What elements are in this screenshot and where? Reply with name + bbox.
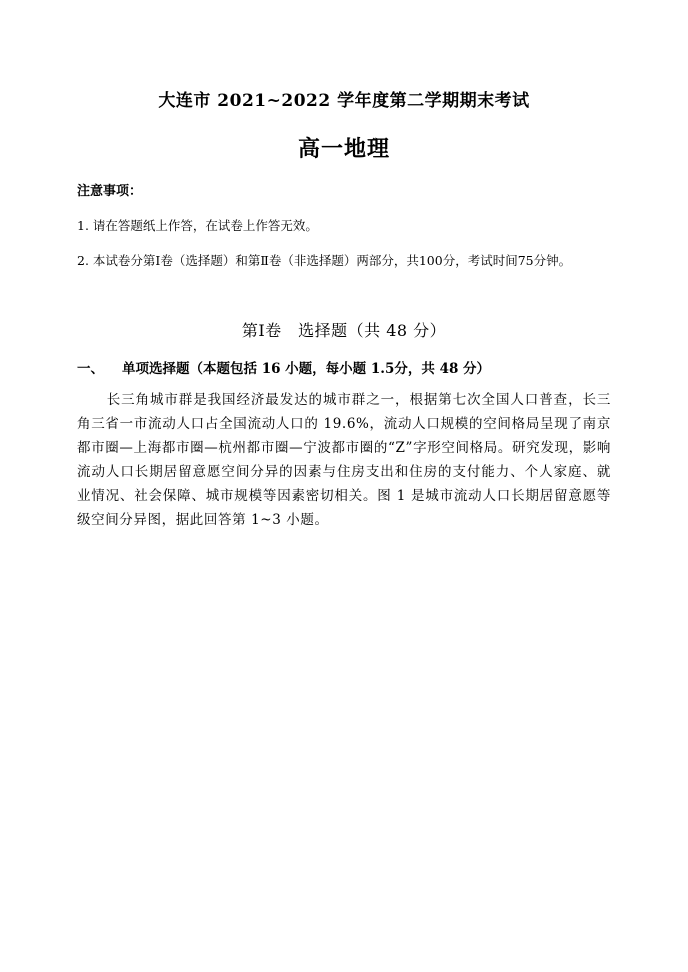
section-heading-text: 单项选择题（本题包括 16 小题，每小题 1.5分，共 48 分）: [122, 361, 491, 377]
question-passage: 长三角城市群是我国经济最发达的城市群之一，根据第七次全国人口普查，长三角三省一市流动人口占全国流动人口的 19.6%，流动人口规模的空间格局呈现了南京都市圈—上海都市圈—杭州都市圈—宁波都市圈的“Z”字形空间格局。研究发现，影响流动人口长期居留意愿空间分异的因素与住房支出和住房的支付能力、个人家庭、就业情况、社会保障、城市规模等因素密切相关。图 1 是城市流动人口长期居留意愿等级空间分异图，据此回答第 1~3 小题。: [77, 392, 611, 528]
notice-item-2: 2. 本试卷分第Ⅰ卷（选择题）和第Ⅱ卷（非选择题）两部分，共100分，考试时间75分钟。: [77, 253, 572, 268]
notice-item-1: 1. 请在答题纸上作答，在试卷上作答无效。: [77, 218, 318, 233]
section-heading: [77, 357, 490, 377]
exam-title: 大连市 2021~2022 学年度第二学期期末考试: [158, 91, 530, 111]
part-one-title: 第Ⅰ卷 选择题（共 48 分）: [241, 321, 447, 340]
section-number: 一、: [77, 361, 104, 377]
subject-title: 高一地理: [297, 136, 390, 162]
notice-heading: 注意事项：: [77, 184, 143, 199]
